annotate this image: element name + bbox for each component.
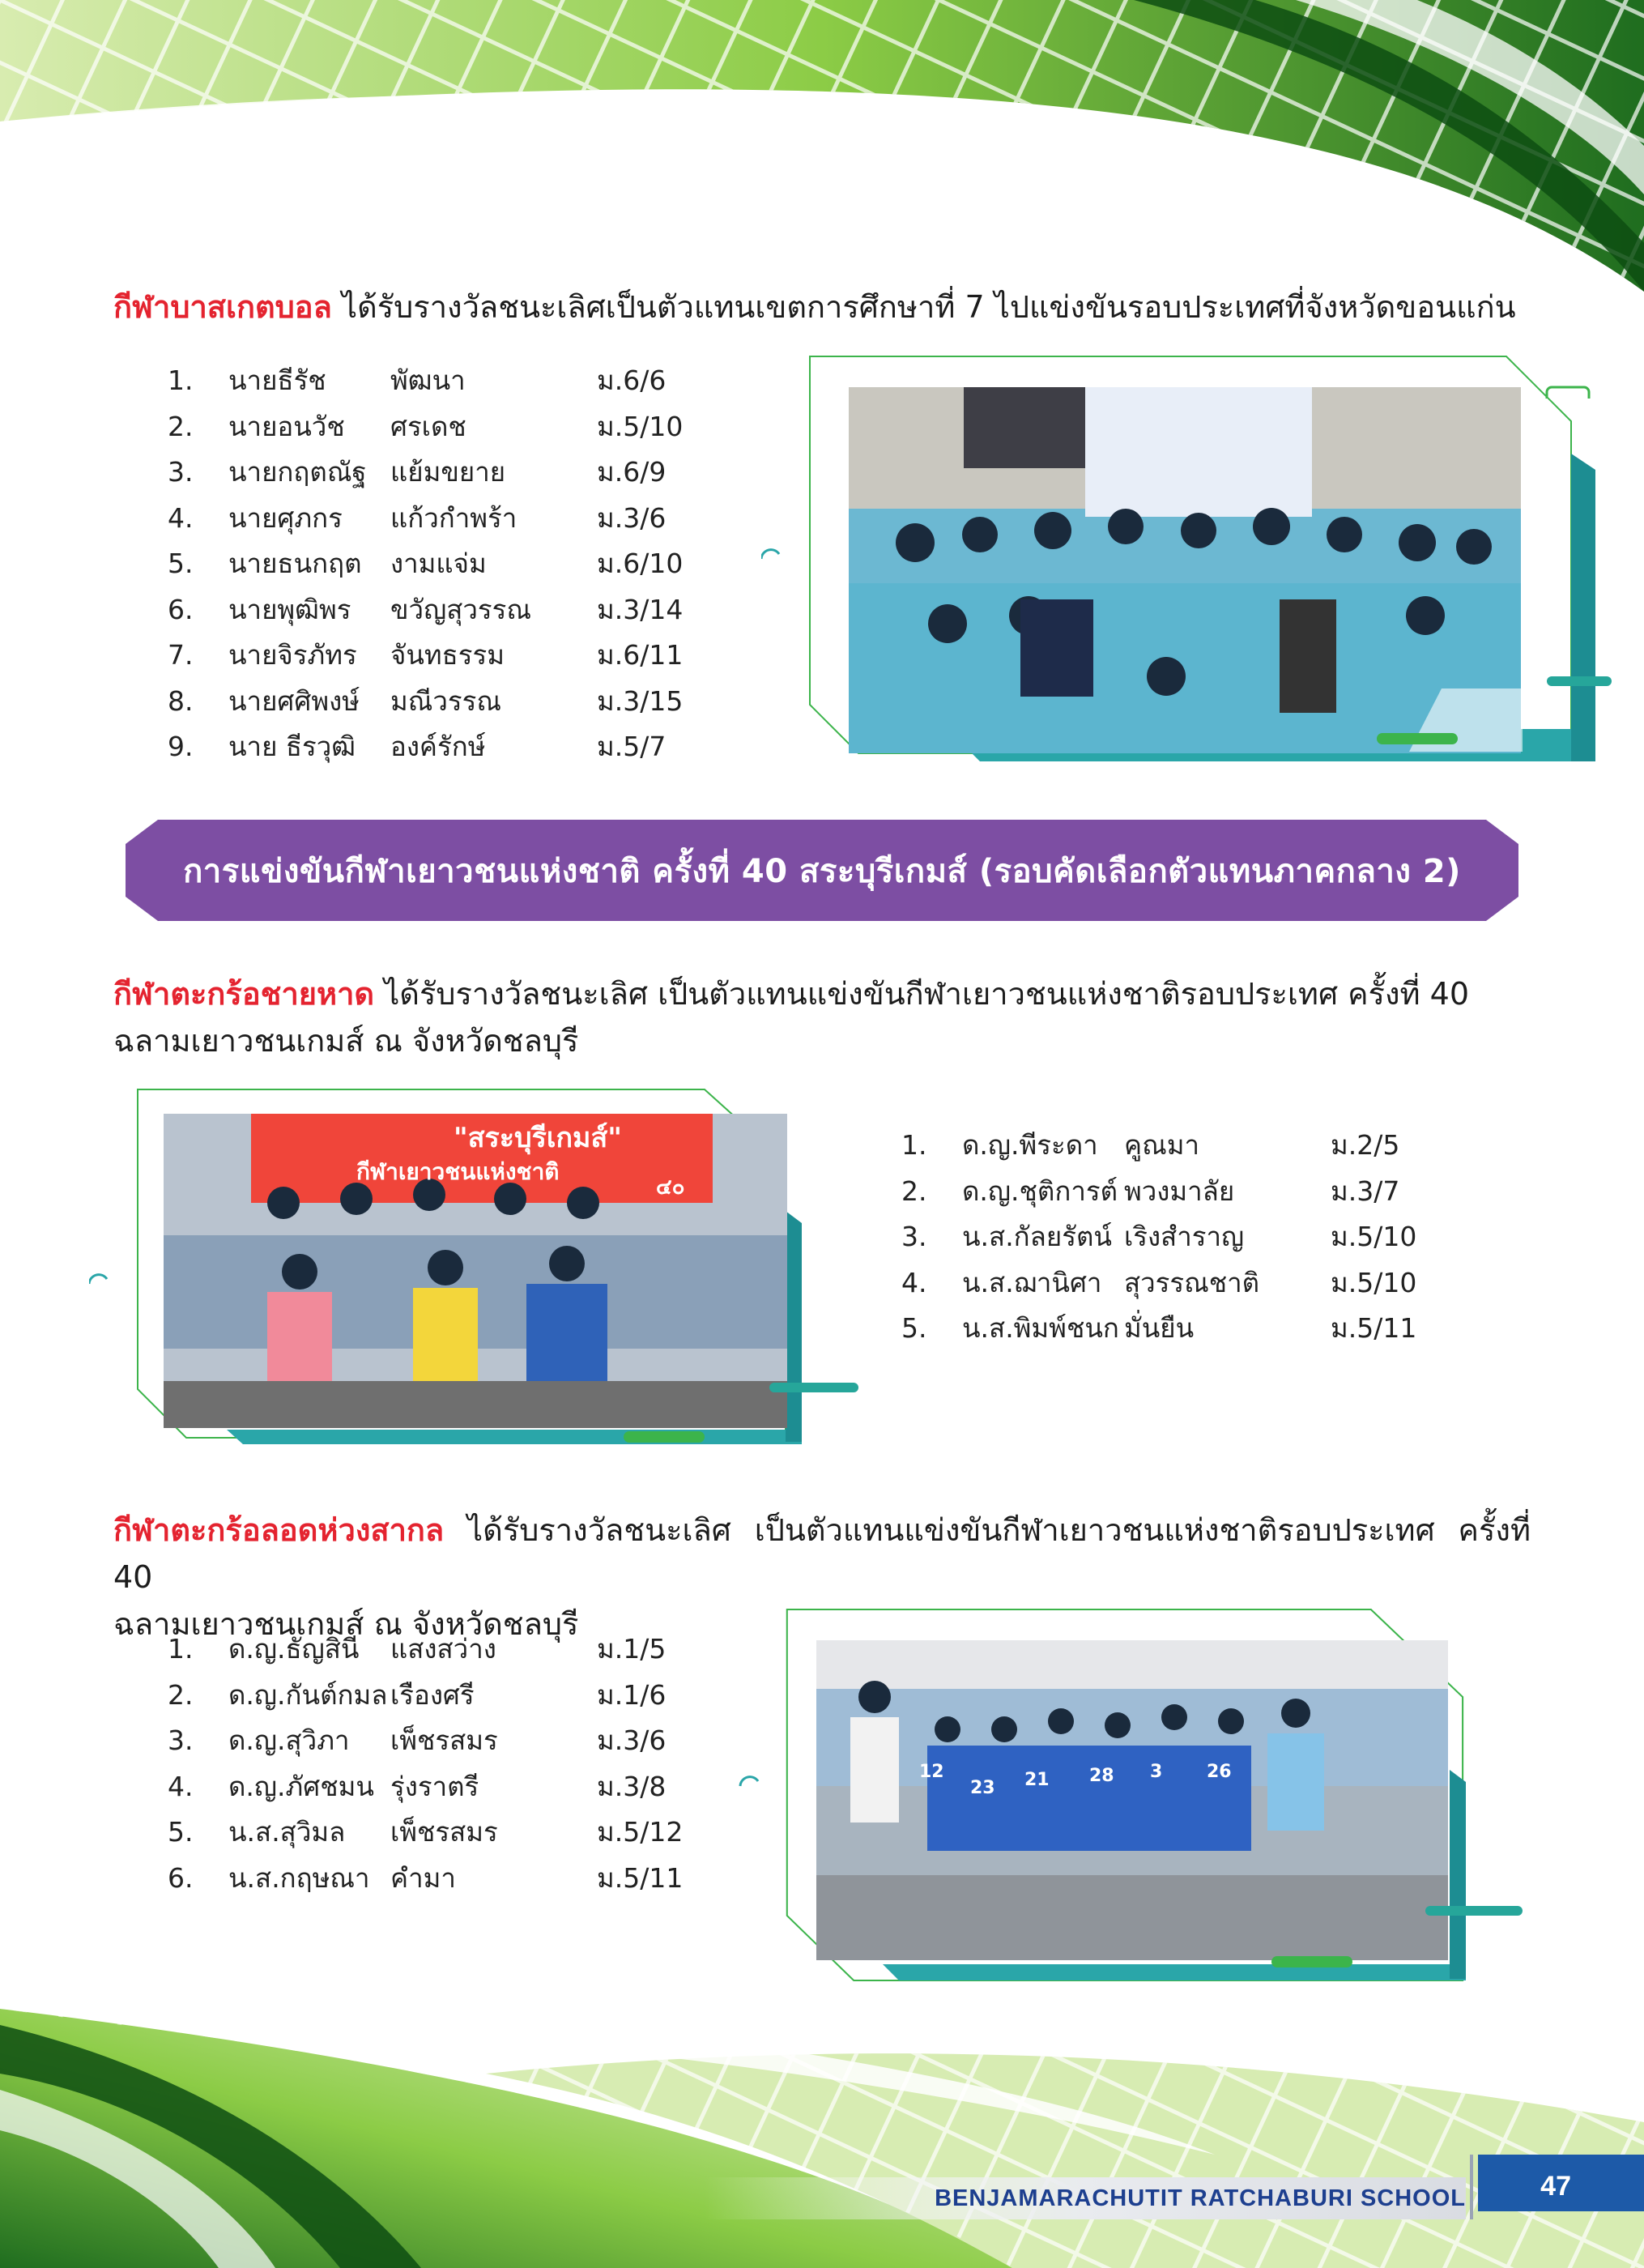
photo-sign-title: "สระบุรีเกมส์"	[454, 1122, 622, 1154]
jersey-21: 21	[1024, 1770, 1050, 1790]
roster-row: 2. ด.ญ.กันต์กมล เรืองศรี ม.1/6	[168, 1678, 667, 1711]
roster-row: 2. ด.ญ.ชุติการต์ พวงมาลัย ม.3/7	[901, 1174, 1400, 1207]
beach-takraw-text2: ฉลามเยาวชนเกมส์ ณ จังหวัดชลบุรี	[113, 1023, 579, 1059]
jersey-28: 28	[1089, 1766, 1114, 1786]
roster-row: 8. นายศศิพงษ์ มณีวรรณ ม.3/15	[168, 684, 684, 717]
roster-row: 3. น.ส.กัลยรัตน์ เริงสำราญ ม.5/10	[901, 1221, 1417, 1252]
roster-row: 7. นายจิรภัทร จันทธรรม ม.6/11	[168, 639, 684, 671]
roster-row: 4. น.ส.ฌานิศา สุวรรณชาติ ม.5/10	[901, 1266, 1417, 1298]
school-name: BENJAMARACHUTIT RATCHABURI SCHOOL	[935, 2185, 1466, 2211]
basketball-heading: กีฬาบาสเกตบอล	[113, 289, 332, 325]
basketball-text: ได้รับรางวัลชนะเลิศเป็นตัวแทนเขตการศึกษาที่ 7 ไปแข่งขันรอบประเทศที่จังหวัดขอนแก่น	[331, 289, 1516, 325]
hoop-takraw-roster	[168, 1626, 735, 1901]
roster-row: 3. ด.ญ.สุวิภา เพ็ชรสมร ม.3/6	[168, 1724, 667, 1756]
roster-row: 3. นายกฤตณัฐ แย้มขยาย ม.6/9	[168, 456, 667, 488]
page-number: 47	[1540, 2171, 1571, 2202]
page-footer	[705, 2155, 1644, 2228]
jersey-3: 3	[1150, 1762, 1163, 1782]
basketball-photo	[761, 348, 1612, 770]
roster-row: 5. นายธนกฤต งามแจ่ม ม.6/10	[168, 548, 684, 579]
jersey-23: 23	[970, 1778, 995, 1798]
hoop-takraw-text2: ฉลามเยาวชนเกมส์ ณ จังหวัดชลบุรี	[113, 1606, 579, 1642]
banner-title: การแข่งขันกีฬาเยาวชนแห่งชาติ ครั้งที่ 40 สระบุรีเกมส์ (รอบคัดเลือกตัวแทนภาคกลาง 2)	[183, 852, 1461, 890]
basketball-intro	[113, 284, 1531, 330]
roster-row: 4. นายศุภกร แก้วกำพร้า ม.3/6	[168, 501, 667, 534]
beach-takraw-text: ได้รับรางวัลชนะเลิศ เป็นตัวแทนแข่งขันกีฬาเยาวชนแห่งชาติรอบประเทศ ครั้งที่ 40	[374, 976, 1470, 1012]
hoop-takraw-photo	[737, 1608, 1628, 1989]
roster-row: 2. นายอนวัช ศรเดช ม.5/10	[168, 410, 684, 442]
roster-row: 1. นายธีรัช พัฒนา ม.6/6	[168, 364, 667, 396]
section-banner	[126, 820, 1518, 921]
beach-takraw-heading: กีฬาตะกร้อชายหาด	[113, 976, 375, 1012]
photo-sign-number: ๔๐	[656, 1175, 685, 1200]
jersey-26: 26	[1207, 1762, 1232, 1782]
roster-row: 5. น.ส.พิมพ์ชนก มั่นยืน ม.5/11	[901, 1312, 1417, 1344]
beach-takraw-intro	[113, 970, 1531, 1064]
roster-row: 1. ด.ญ.พีระดา คูณมา ม.2/5	[901, 1129, 1400, 1161]
roster-row: 5. น.ส.สุวิมล เพ็ชรสมร ม.5/12	[168, 1816, 684, 1848]
roster-row: 9. นาย ธีรวุฒิ องค์รักษ์ ม.5/7	[168, 731, 667, 762]
hoop-takraw-text: ได้รับรางวัลชนะเลิศ เป็นตัวแทนแข่งขันกีฬาเยาวชนแห่งชาติรอบประเทศ ครั้งที่ 40	[113, 1512, 1531, 1595]
roster-row: 4. ด.ญ.ภัศชมน รุ่งราตรี ม.3/8	[168, 1770, 667, 1802]
roster-row: 6. นายพุฒิพร ขวัญสุวรรณ ม.3/14	[168, 593, 684, 625]
beach-takraw-photo	[89, 1081, 867, 1454]
basketball-roster	[168, 358, 735, 770]
beach-takraw-roster	[901, 1123, 1484, 1352]
roster-row: 1. ด.ญ.ธัญสินี แสงสว่าง ม.1/5	[168, 1633, 667, 1665]
jersey-12: 12	[919, 1762, 944, 1782]
photo-sign-subtitle: กีฬาเยาวชนแห่งชาติ	[356, 1158, 560, 1185]
roster-row: 6. น.ส.กฤษณา คำมา ม.5/11	[168, 1861, 684, 1894]
hoop-takraw-heading: กีฬาตะกร้อลอดห่วงสากล	[113, 1512, 445, 1548]
